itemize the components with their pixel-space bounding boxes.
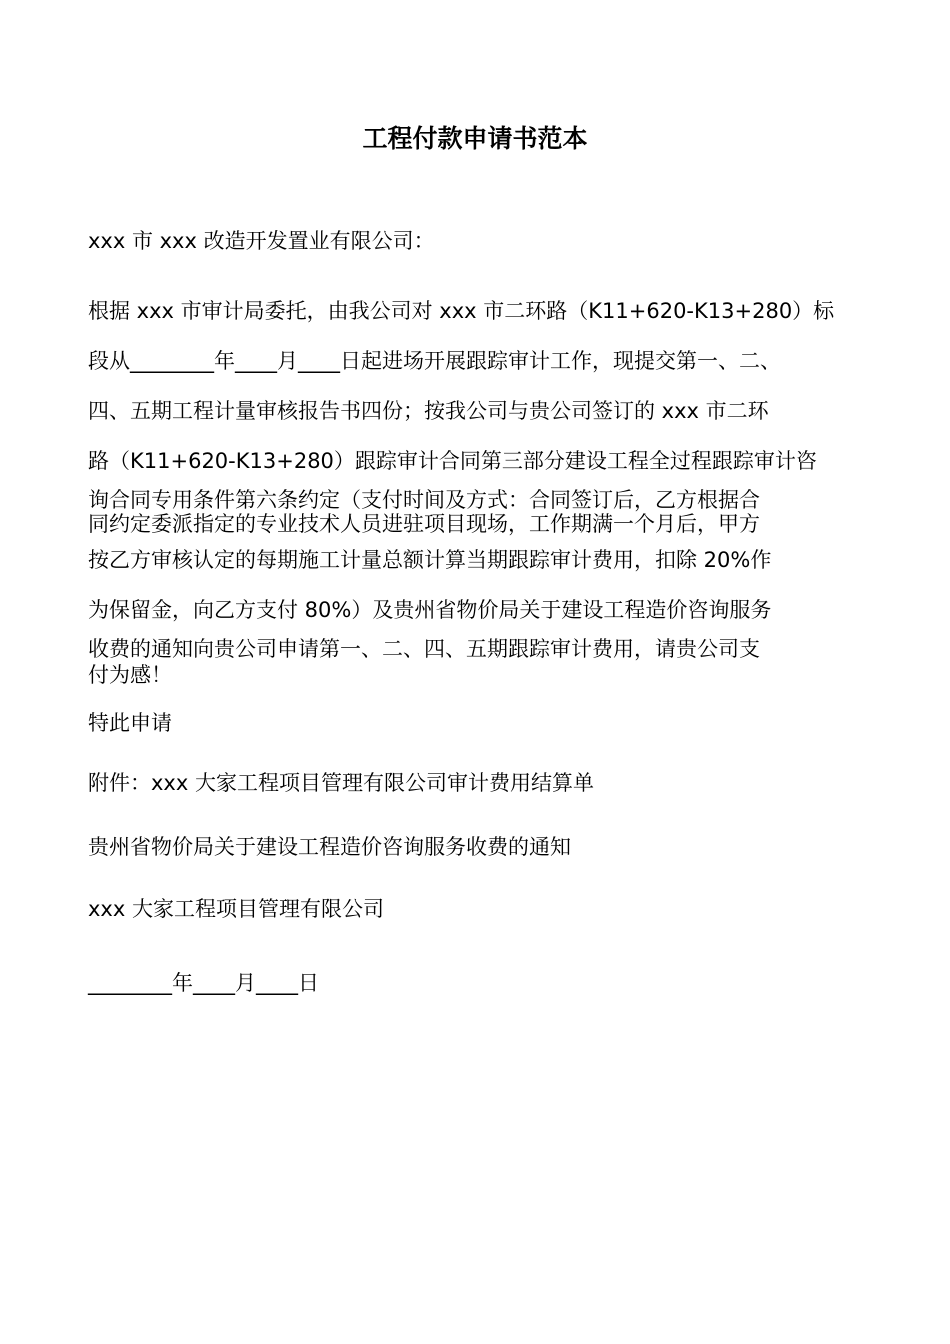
body-line-8: 为保留金，向乙方支付 80%）及贵州省物价局关于建设工程造价咨询服务 [88, 598, 772, 622]
attachment-1: 附件：xxx 大家工程项目管理有限公司审计费用结算单 [88, 771, 594, 795]
body-line-4: 路（K11+620-K13+280）跟踪审计合同第三部分建设工程全过程跟踪审计咨 [88, 449, 817, 473]
date-line: ________年____月____日 [88, 971, 319, 995]
body-line-2: 段从________年____月____日起进场开展跟踪审计工作，现提交第一、二、 [88, 349, 781, 373]
body-line-1: 根据 xxx 市审计局委托，由我公司对 xxx 市二环路（K11+620-K13+280）标 [88, 299, 835, 323]
body-line-9: 收费的通知向贵公司申请第一、二、四、五期跟踪审计费用，请贵公司支 [88, 637, 760, 661]
body-line-10: 付为感！ [88, 663, 172, 687]
body-line-5: 询合同专用条件第六条约定（支付时间及方式：合同签订后，乙方根据合 [88, 488, 760, 512]
salutation: xxx 市 xxx 改造开发置业有限公司： [88, 229, 435, 253]
document-title: 工程付款申请书范本 [362, 124, 588, 153]
closing-text: 特此申请 [88, 711, 172, 735]
body-line-7: 按乙方审核认定的每期施工计量总额计算当期跟踪审计费用，扣除 20%作 [88, 548, 772, 572]
body-line-6: 同约定委派指定的专业技术人员进驻项目现场，工作期满一个月后，甲方 [88, 512, 760, 536]
attachment-2: 贵州省物价局关于建设工程造价咨询服务收费的通知 [88, 835, 571, 859]
body-line-3: 四、五期工程计量审核报告书四份；按我公司与贵公司签订的 xxx 市二环 [88, 399, 769, 423]
signature-company: xxx 大家工程项目管理有限公司 [88, 897, 384, 921]
